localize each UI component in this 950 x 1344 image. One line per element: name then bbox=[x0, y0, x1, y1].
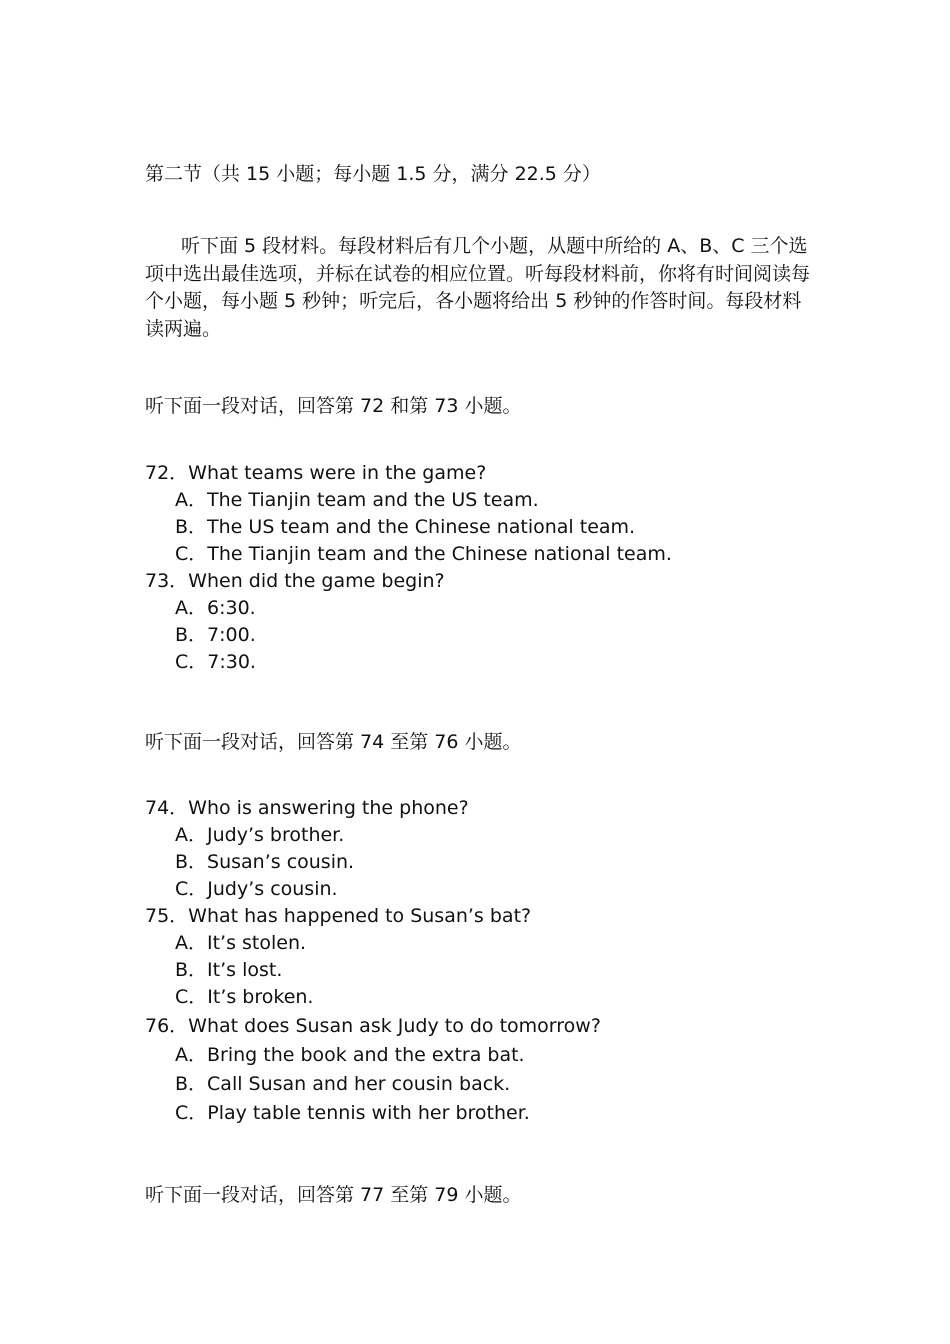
question-72: 72．What teams were in the game? bbox=[145, 462, 487, 484]
group-intro-3: 听下面一段对话，回答第 77 至第 79 小题。 bbox=[145, 1184, 522, 1206]
q72-option-a: A．The Tianjin team and the US team. bbox=[175, 489, 539, 511]
section-header: 第二节（共 15 小题；每小题 1.5 分，满分 22.5 分） bbox=[145, 163, 601, 185]
question-76: 76．What does Susan ask Judy to do tomorrow? bbox=[145, 1015, 601, 1037]
q75-option-b: B．It’s lost. bbox=[175, 959, 283, 981]
q72-option-c: C．The Tianjin team and the Chinese national team. bbox=[175, 543, 672, 565]
group-intro-2: 听下面一段对话，回答第 74 至第 76 小题。 bbox=[145, 731, 522, 753]
question-73: 73．When did the game begin? bbox=[145, 570, 445, 592]
q75-option-a: A．It’s stolen. bbox=[175, 932, 307, 954]
q75-option-c: C．It’s broken. bbox=[175, 986, 314, 1008]
group-intro-1: 听下面一段对话，回答第 72 和第 73 小题。 bbox=[145, 395, 522, 417]
q74-option-a: A．Judy’s brother. bbox=[175, 824, 345, 846]
instructions-paragraph: 听下面 5 段材料。每段材料后有几个小题，从题中所给的 A、B、C 三个选项中选出最佳选项，并标在试卷的相应位置。听每段材料前，你将有时间阅读每个小题，每小题 5 秒钟；听完后，各小题将给出 5 秒钟的作答时间。每段材料读两遍。 bbox=[145, 235, 811, 340]
q76-option-b: B．Call Susan and her cousin back. bbox=[175, 1073, 511, 1095]
question-75: 75．What has happened to Susan’s bat? bbox=[145, 905, 532, 927]
q72-option-b: B．The US team and the Chinese national team. bbox=[175, 516, 636, 538]
q76-option-a: A．Bring the book and the extra bat. bbox=[175, 1044, 525, 1066]
question-74: 74．Who is answering the phone? bbox=[145, 797, 469, 819]
q74-option-c: C．Judy’s cousin. bbox=[175, 878, 338, 900]
q76-option-c: C．Play table tennis with her brother. bbox=[175, 1102, 530, 1124]
q73-option-c: C．7:30. bbox=[175, 651, 256, 673]
q73-option-a: A．6:30. bbox=[175, 597, 256, 619]
q74-option-b: B．Susan’s cousin. bbox=[175, 851, 355, 873]
q73-option-b: B．7:00. bbox=[175, 624, 256, 646]
